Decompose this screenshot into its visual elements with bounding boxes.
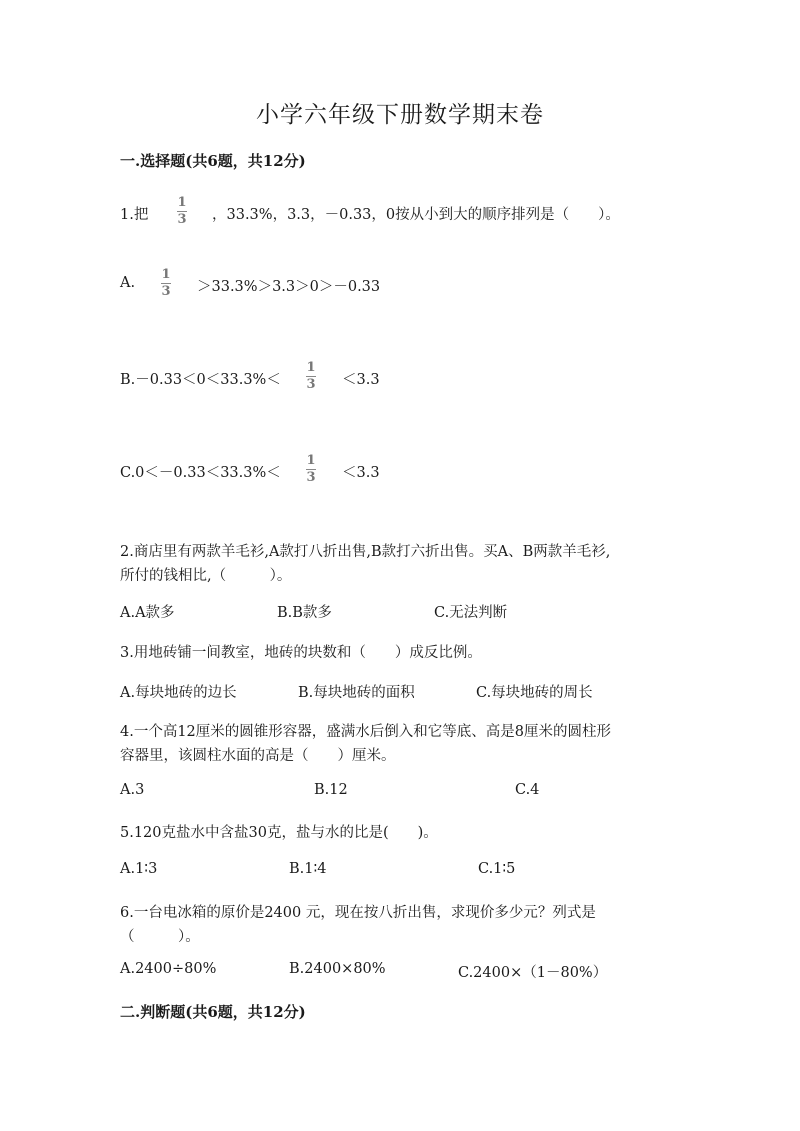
q2-option-c: C.无法判断 — [434, 605, 508, 621]
q4-stem-line1: 4.一个高12厘米的圆锥形容器，盛满水后倒入和它等底、高是8厘米的圆柱形 — [120, 724, 612, 740]
fraction-numerator: 1 — [161, 267, 171, 282]
q2-option-a: A.A款多 — [120, 605, 175, 621]
q2-stem-line2: 所付的钱相比,（ ）。 — [120, 568, 292, 584]
q5-option-b: B.1∶4 — [289, 861, 327, 877]
q4-option-a: A.3 — [120, 782, 145, 798]
q2-option-b: B.B款多 — [277, 605, 332, 621]
q1-stem-prefix: 1.把 — [120, 207, 149, 223]
q4-option-c: C.4 — [515, 782, 540, 798]
section-heading-choice: 一.选择题(共6题，共12分) — [120, 152, 306, 170]
q3-option-a: A.每块地砖的边长 — [120, 685, 237, 701]
fraction-denominator: 3 — [161, 284, 171, 299]
q6-stem-line2: （ ）。 — [120, 929, 200, 945]
q6-stem-line1: 6.一台电冰箱的原价是2400 元，现在按八折出售，求现价多少元？列式是 — [120, 905, 596, 921]
fraction-denominator: 3 — [306, 470, 316, 485]
q4-option-b: B.12 — [314, 782, 348, 798]
q1-option-c-prefix: C.0＜－0.33＜33.3%＜ — [120, 465, 281, 481]
q3-option-c: C.每块地砖的周长 — [476, 685, 593, 701]
fraction-numerator: 1 — [177, 195, 187, 210]
q1-option-a-suffix: ＞33.3%＞3.3＞0＞－0.33 — [197, 279, 381, 295]
q1-option-b-prefix: B.－0.33＜0＜33.3%＜ — [120, 372, 281, 388]
q4-stem-line2: 容器里，该圆柱水面的高是（ ）厘米。 — [120, 748, 396, 764]
q3-option-b: B.每块地砖的面积 — [298, 685, 415, 701]
q1-stem-suffix: ，33.3%，3.3，－0.33，0按从小到大的顺序排列是（ ）。 — [212, 207, 620, 223]
q1-option-a-prefix: A. — [120, 275, 136, 291]
q5-option-c: C.1∶5 — [478, 861, 516, 877]
q6-option-c: C.2400×（1－80%） — [458, 965, 608, 981]
q1-option-b-fraction — [306, 361, 316, 392]
q3-stem: 3.用地砖铺一间教室，地砖的块数和（ ）成反比例。 — [120, 645, 482, 661]
fraction-denominator: 3 — [306, 377, 316, 392]
page-title: 小学六年级下册数学期末卷 — [256, 102, 544, 128]
q1-option-c-suffix: ＜3.3 — [342, 465, 380, 481]
q6-option-a: A.2400÷80% — [120, 961, 217, 977]
q5-option-a: A.1∶3 — [120, 861, 158, 877]
fraction-denominator: 3 — [177, 212, 187, 227]
q1-stem-fraction — [177, 196, 187, 227]
section-heading-judgement: 二.判断题(共6题，共12分) — [120, 1003, 306, 1021]
fraction-numerator: 1 — [306, 360, 316, 375]
q1-option-c-fraction — [306, 454, 316, 485]
q2-stem-line1: 2.商店里有两款羊毛衫,A款打八折出售,B款打六折出售。买A、B两款羊毛衫, — [120, 544, 611, 560]
q5-stem: 5.120克盐水中含盐30克，盐与水的比是( )。 — [120, 825, 438, 841]
fraction-numerator: 1 — [306, 453, 316, 468]
q6-option-b: B.2400×80% — [289, 961, 386, 977]
q1-option-a-fraction — [161, 268, 171, 299]
q1-option-b-suffix: ＜3.3 — [342, 372, 380, 388]
